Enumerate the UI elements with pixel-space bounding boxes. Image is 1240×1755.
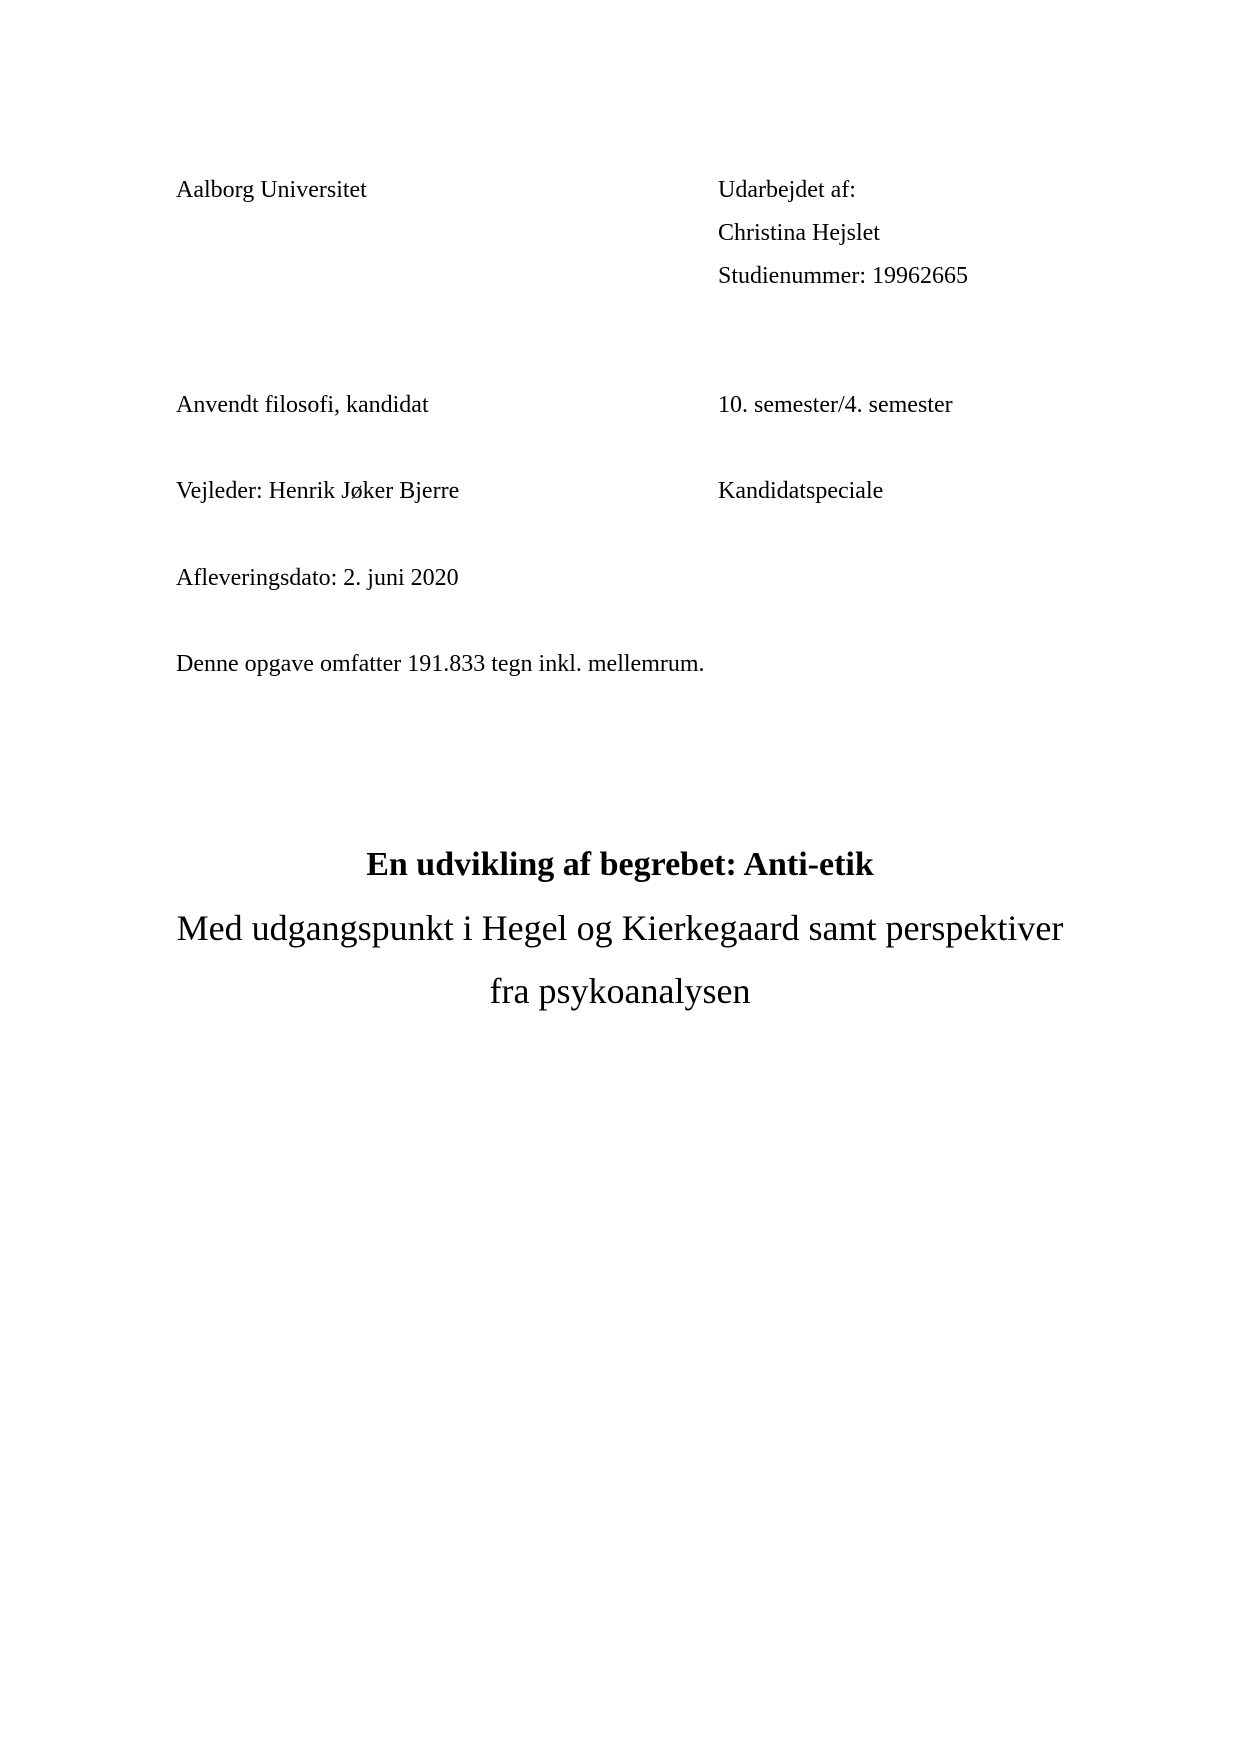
programme-name: Anvendt filosofi, kandidat: [176, 392, 429, 418]
document-type: Kandidatspeciale: [718, 478, 884, 504]
author-name: Christina Hejslet: [718, 220, 880, 246]
university-name: Aalborg Universitet: [176, 177, 367, 203]
thesis-subtitle-line-1: Med udgangspunkt i Hegel og Kierkegaard samt perspektiver: [176, 908, 1064, 948]
thesis-subtitle-line-2: fra psykoanalysen: [489, 971, 751, 1011]
thesis-title: En udvikling af begrebet: Anti-etik: [366, 846, 874, 883]
supervisor: Vejleder: Henrik Jøker Bjerre: [176, 478, 460, 504]
character-count: Denne opgave omfatter 191.833 tegn inkl. mellemrum.: [176, 651, 705, 677]
submission-date: Afleveringsdato: 2. juni 2020: [176, 565, 459, 591]
semester-info: 10. semester/4. semester: [718, 392, 953, 418]
prepared-by-label: Udarbejdet af:: [718, 177, 856, 203]
student-number: Studienummer: 19962665: [718, 263, 968, 289]
